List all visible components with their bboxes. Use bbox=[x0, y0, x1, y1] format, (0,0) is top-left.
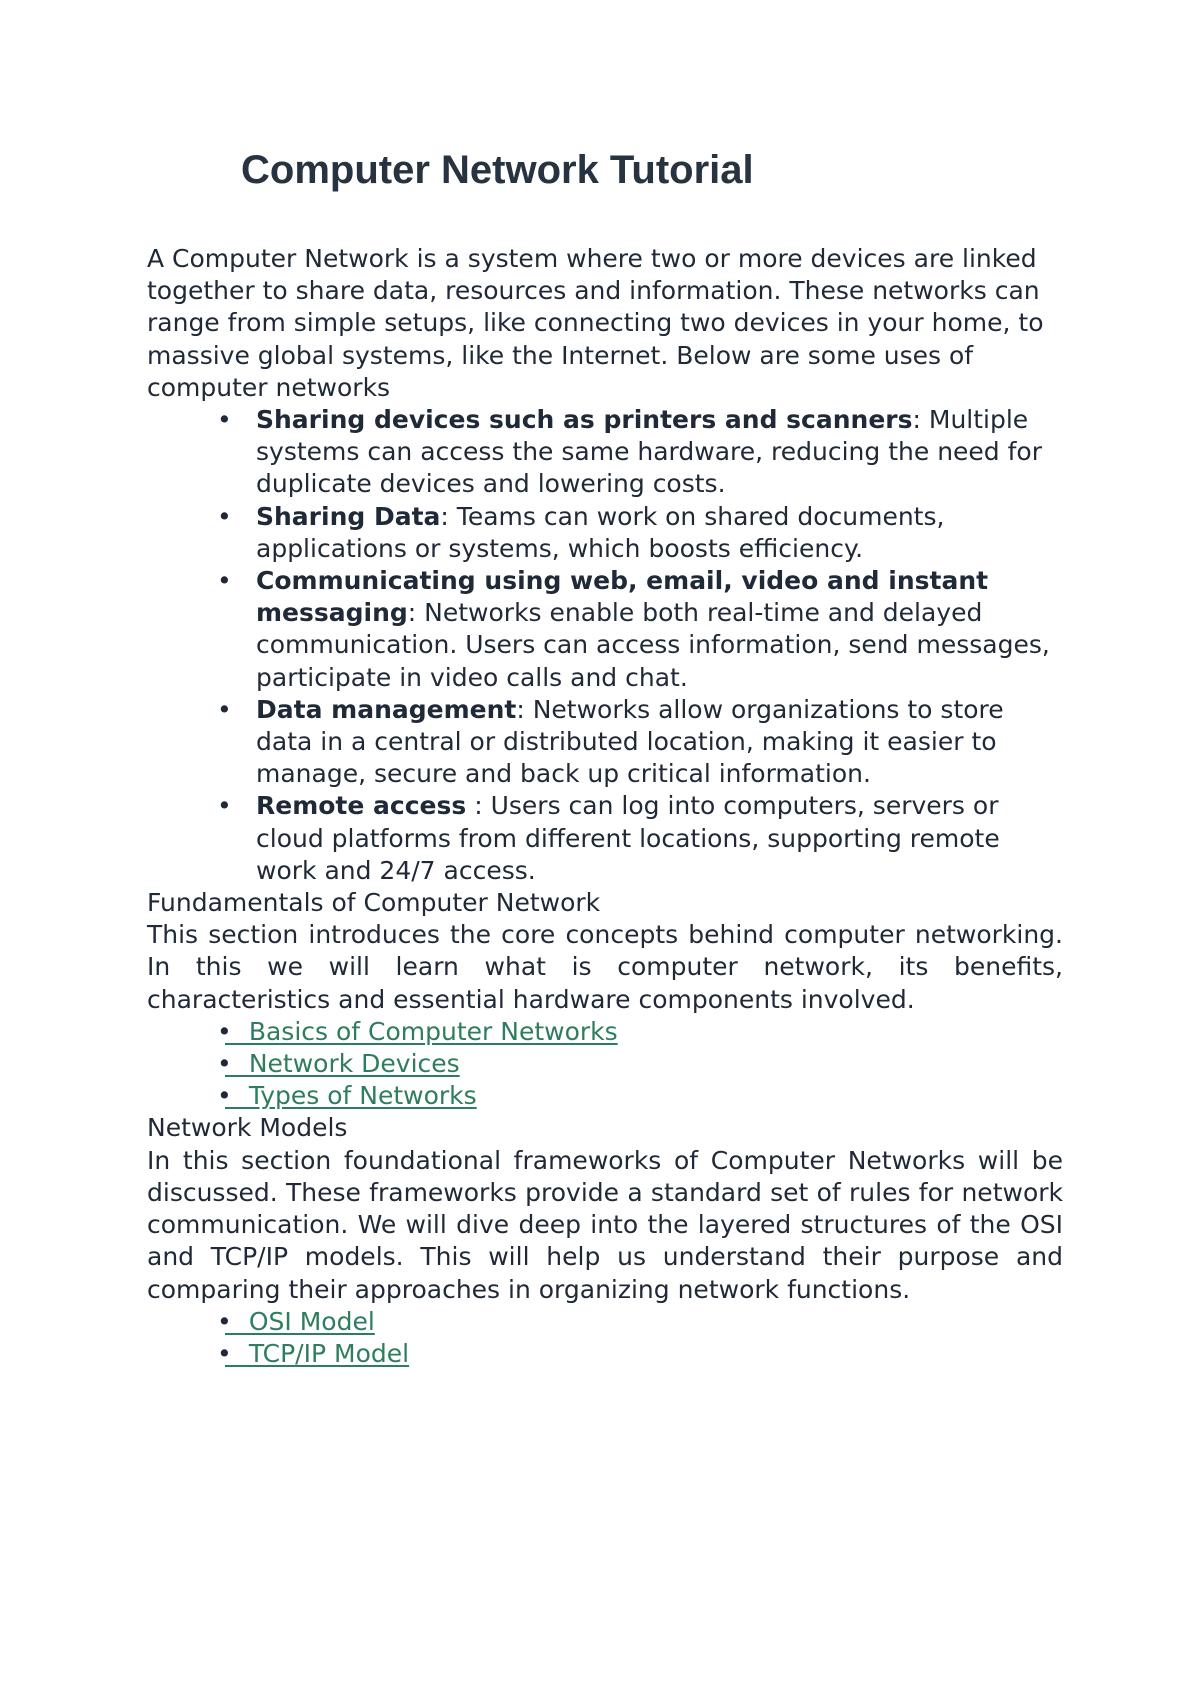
link-item bbox=[147, 1338, 1063, 1370]
list-item-description: : Networks enable both real-time and delayed communication. Users can access information, send messages, participate in video calls and chat. bbox=[256, 598, 1050, 692]
intro-paragraph: A Computer Network is a system where two or more devices are linked together to share data, resources and information. These networks can range from simple setups, like connecting two devices in your home, to massive global systems, like the Internet. Below are some uses of computer networks bbox=[147, 244, 1044, 402]
section-heading-network-models: Network Models bbox=[147, 1113, 348, 1143]
link-item bbox=[147, 1080, 1063, 1112]
fundamentals-links-list bbox=[147, 1016, 1063, 1113]
list-item-description: : Networks allow organizations to store data in a central or distributed location, making it easier to manage, secure and back up critical information. bbox=[256, 694, 1004, 789]
list-item-description: : Multiple systems can access the same hardware, reducing the need for duplicate devices and lowering costs. bbox=[256, 405, 1042, 499]
network-models-links-list bbox=[147, 1306, 1063, 1370]
document-body bbox=[147, 243, 1063, 1370]
link-osi-model[interactable]: OSI Model bbox=[225, 1306, 375, 1336]
list-item bbox=[147, 694, 1063, 791]
list-item bbox=[147, 404, 1063, 501]
list-item-term: Remote access bbox=[256, 791, 467, 821]
list-item bbox=[147, 790, 1063, 887]
list-item-description: : Users can log into computers, servers or cloud platforms from different locations, supporting remote work and 24/7 access. bbox=[256, 791, 1000, 885]
page-title: Computer Network Tutorial bbox=[241, 148, 754, 192]
list-item-term: Sharing Data bbox=[256, 501, 441, 531]
link-item bbox=[147, 1306, 1063, 1338]
list-item bbox=[147, 501, 1063, 565]
link-network-devices[interactable]: Network Devices bbox=[225, 1049, 460, 1079]
uses-list bbox=[147, 404, 1063, 887]
link-tcp-ip-model[interactable]: TCP/IP Model bbox=[225, 1338, 410, 1368]
link-types-of-networks[interactable]: Types of Networks bbox=[225, 1081, 477, 1111]
section-heading-fundamentals: Fundamentals of Computer Network bbox=[147, 888, 601, 918]
list-item bbox=[147, 565, 1063, 694]
section-body-network-models: In this section foundational frameworks of Computer Networks will be discussed. These frameworks provide a standard set of rules for network communication. We will dive deep into the layered structures of the OSI and TCP/IP models. This will help us understand their purpose and comparing their approaches in organizing network functions. bbox=[147, 1145, 1063, 1304]
link-item bbox=[147, 1048, 1063, 1080]
list-item-term: Communicating using web, email, video and instant messaging bbox=[256, 566, 989, 628]
list-item-term: Data management bbox=[256, 694, 517, 724]
list-item-description: : Teams can work on shared documents, applications or systems, which boosts efficiency. bbox=[256, 501, 945, 563]
link-basics-of-computer-networks[interactable]: Basics of Computer Networks bbox=[225, 1016, 618, 1046]
section-body-fundamentals: This section introduces the core concepts behind computer networking. In this we will learn what is computer network, its benefits, characteristics and essential hardware components involved. bbox=[147, 920, 1063, 1014]
list-item-term: Sharing devices such as printers and scanners bbox=[256, 405, 913, 435]
link-item bbox=[147, 1016, 1063, 1048]
